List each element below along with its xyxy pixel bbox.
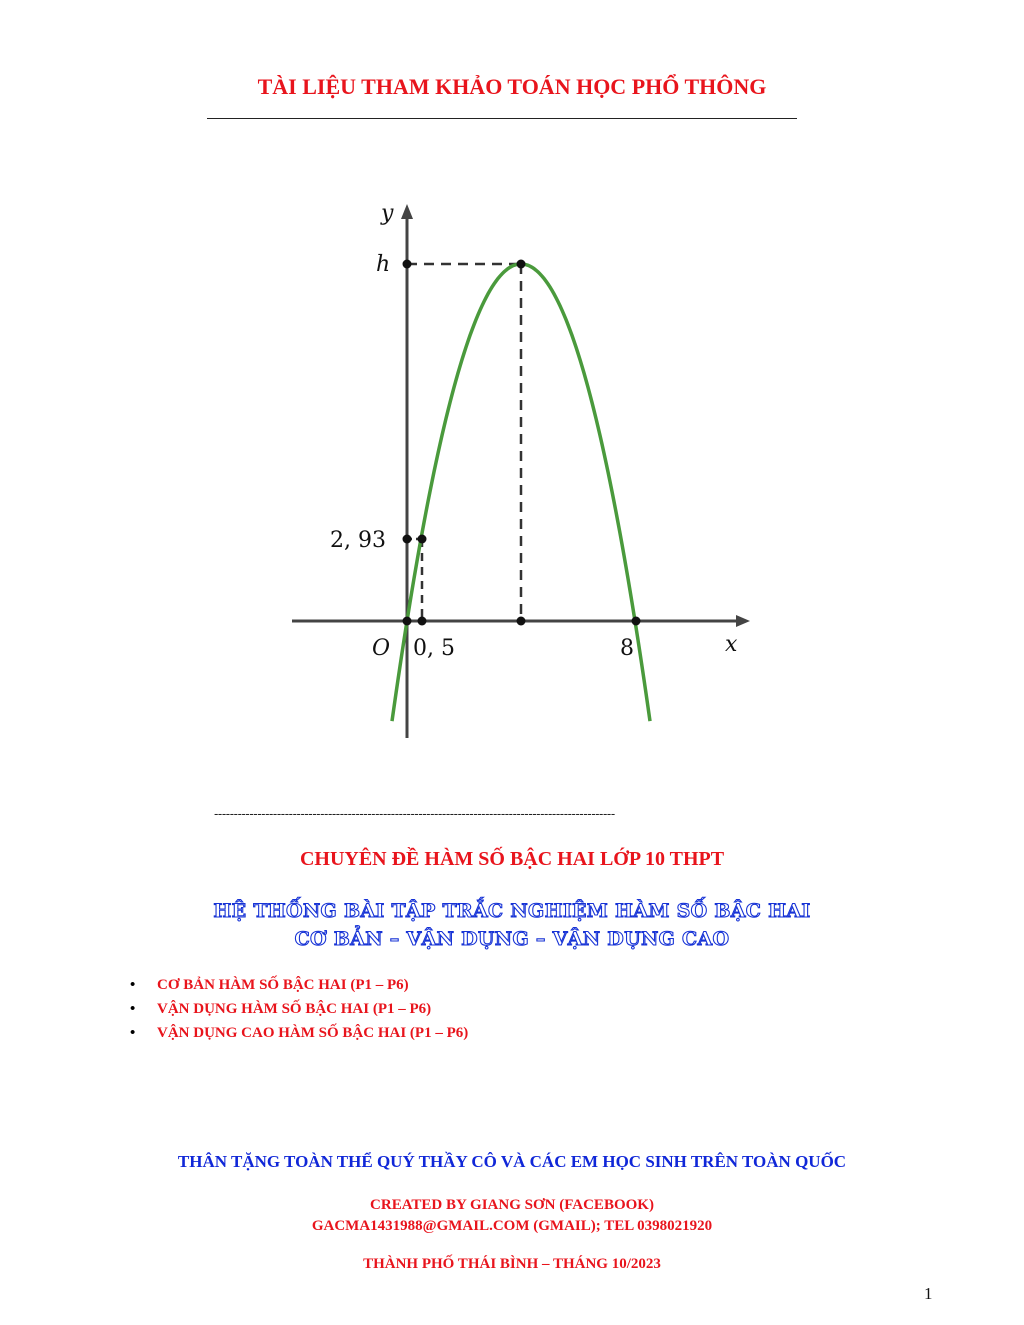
y-axis-label: y [381,201,394,226]
vertex-foot-point [517,617,526,626]
curve-point [418,535,427,544]
dedication-text: THÂN TẶNG TOÀN THỂ QUÝ THẦY CÔ VÀ CÁC EM HỌC SINH TRÊN TOÀN QUỐC [177,1152,847,1171]
topic-subtitle-line-2: CƠ BẢN – VẬN DỤNG – VẬN DỤNG CAO [294,928,730,950]
root-point [632,617,641,626]
x-axis-arrow [736,615,750,627]
y-axis-arrow [401,204,413,219]
page-number: 1 [924,1284,933,1303]
root-label: 8 [620,636,634,661]
x-axis-label: x [725,632,738,657]
list-item: • CƠ BẢN HÀM SỐ BẬC HAI (P1 – P6) [130,973,468,997]
topic-title: CHUYÊN ĐỀ HÀM SỐ BẬC HAI LỚP 10 THPT [299,848,725,870]
vertex-point [517,260,526,269]
list-item: • VẬN DỤNG CAO HÀM SỐ BẬC HAI (P1 – P6) [130,1021,468,1045]
list-item: • VẬN DỤNG HÀM SỐ BẬC HAI (P1 – P6) [130,997,468,1021]
header-rule [207,118,797,119]
y-value-label: 2, 93 [330,528,386,553]
document-header-title: TÀI LIỆU THAM KHẢO TOÁN HỌC PHỔ THÔNG [257,74,767,99]
topic-subtitle-line-1: HỆ THỐNG BÀI TẬP TRẮC NGHIỆM HÀM SỐ BẬC HAI [213,900,811,922]
parabola-graph [280,190,760,750]
content-list [130,973,468,1045]
author-credit: CREATED BY GIANG SƠN (FACEBOOK) [370,1197,654,1213]
section-divider: ------------------------------------------------------------------------------------------------------ [214,806,615,821]
author-contact: GACMA1431988@GMAIL.COM (GMAIL); TEL 0398021920 [311,1218,713,1234]
origin-point [403,617,412,626]
x-value-label: 0, 5 [413,636,455,661]
h-label: h [376,252,391,277]
city-date: THÀNH PHỐ THÁI BÌNH – THÁNG 10/2023 [363,1256,661,1272]
origin-label: O [372,636,391,661]
h-point [403,260,412,269]
y-value-point [403,535,412,544]
x-value-point [418,617,427,626]
